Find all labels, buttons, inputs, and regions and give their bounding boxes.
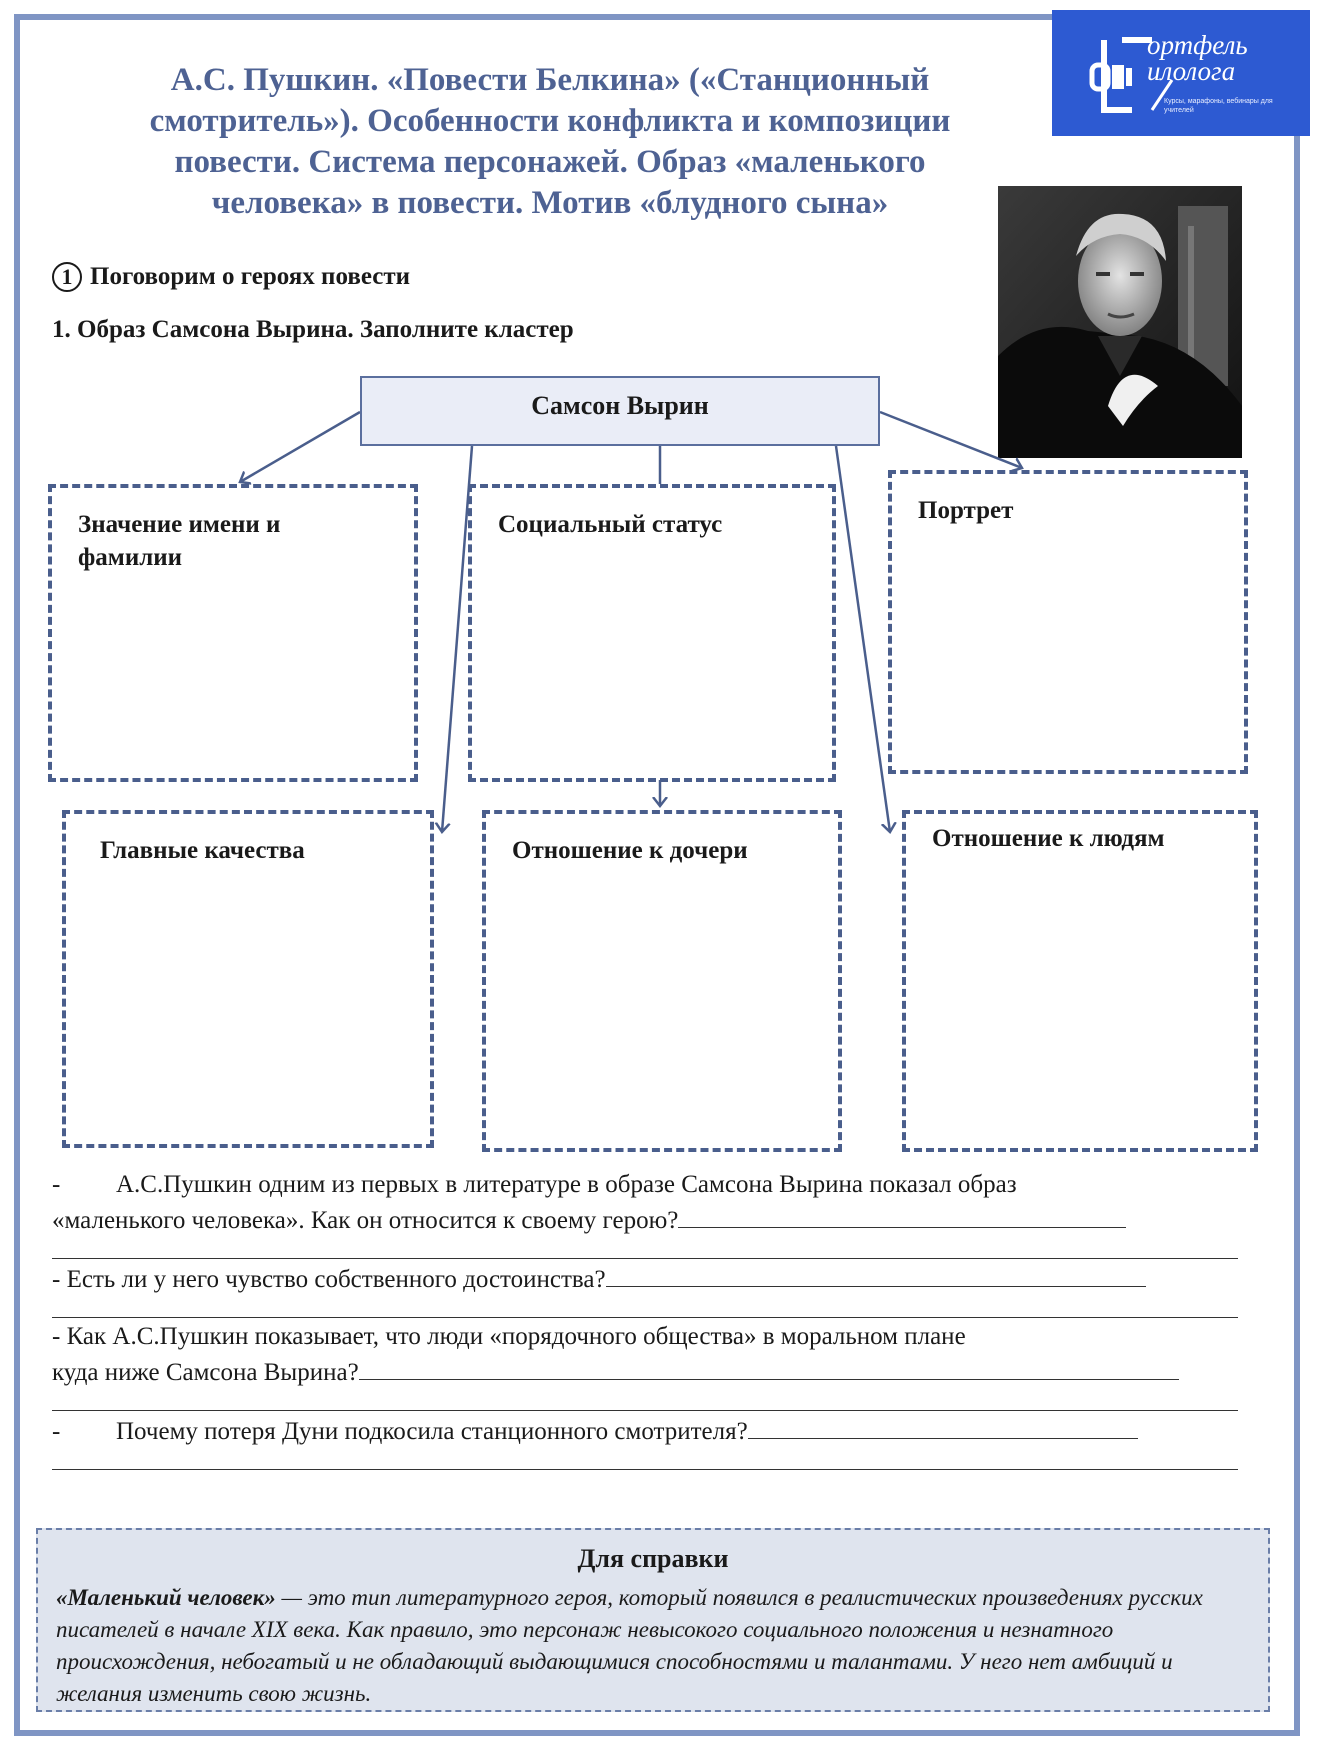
reference-note-body (56, 1582, 1250, 1710)
section-number-badge: 1 (52, 262, 82, 292)
cluster-box-portrait[interactable] (888, 470, 1248, 774)
logo-text-line: ортфель (1147, 30, 1248, 60)
dash-bullet: - (52, 1418, 61, 1445)
cluster-box-name-meaning[interactable] (48, 484, 418, 782)
question-text: - Есть ли у него чувство собственного достоинства? (52, 1266, 606, 1293)
cluster-box-attitude-daughter[interactable] (482, 810, 842, 1152)
cluster-box-label: Отношение к людям (932, 825, 1165, 852)
title-line: повести. Система персонажей. Образ «маленького (174, 144, 926, 180)
dash-bullet: - (52, 1171, 61, 1198)
answer-blank[interactable] (606, 1261, 1146, 1287)
answer-blank[interactable] (359, 1354, 1179, 1380)
cluster-box-label: Главные качества (100, 837, 305, 864)
question-text: куда ниже Самсона Вырина? (52, 1359, 359, 1386)
reference-definition: — это тип литературного героя, который появился в реалистических произведениях русских писателей в начале XIX века. Как правило, это персонаж невысокого социального положения и незнатного происхождения, небогатый и не обладающий выдающимися способностями и талантами. У него нет амбиций и желания изменить свою жизнь. (56, 1585, 1203, 1706)
question-line (52, 1261, 1238, 1295)
question-line (52, 1202, 1238, 1236)
question-line (52, 1168, 1238, 1202)
logo-text (1147, 32, 1248, 84)
title-line: человека» в повести. Мотив «блудного сына» (211, 185, 889, 221)
cluster-box-attitude-people[interactable] (902, 810, 1258, 1152)
question-line (52, 1320, 1238, 1354)
cluster-box-label: Социальный статус (498, 511, 723, 538)
page-title (80, 60, 1020, 224)
section-heading-text: Поговорим о героях повести (90, 263, 411, 290)
reference-term: «Маленький человек» (56, 1585, 276, 1610)
logo-text-line: илолога (1147, 56, 1236, 86)
portrait-photo-icon (998, 186, 1242, 458)
question-text: «маленького человека». Как он относится к своему герою? (52, 1207, 679, 1234)
cluster-box-social-status[interactable] (468, 484, 836, 782)
question-text: Почему потеря Дуни подкосила станционного смотрителя? (116, 1418, 748, 1445)
portfel-filologa-logo (1052, 10, 1310, 136)
title-line: смотритель»). Особенности конфликта и композиции (149, 103, 951, 139)
answer-blank[interactable] (678, 1202, 1126, 1228)
question-line (52, 1413, 1238, 1447)
section-heading (52, 262, 410, 292)
cluster-box-label: Отношение к дочери (512, 837, 748, 864)
question-text: - Как А.С.Пушкин показывает, что люди «порядочного общества» в моральном плане (52, 1323, 966, 1350)
cluster-box-label: Портрет (918, 497, 1014, 524)
portrait-photo (998, 186, 1242, 458)
question-line (52, 1354, 1238, 1388)
logo-subtitle: Курсы, марафоны, вебинары для учителей (1164, 98, 1273, 114)
question-text: А.С.Пушкин одним из первых в литературе в образе Самсона Вырина показал образ (116, 1171, 1017, 1198)
title-line: А.С. Пушкин. «Повести Белкина» («Станционный (170, 62, 930, 98)
task-instruction: 1. Образ Самсона Вырина. Заполните кластер (52, 316, 574, 343)
answer-blank[interactable] (748, 1413, 1138, 1439)
cluster-box-main-qualities[interactable] (62, 810, 434, 1148)
reference-note (36, 1528, 1270, 1712)
cluster-box-label: Значение имени и фамилии (78, 511, 281, 571)
cluster-center-box: Самсон Вырин (360, 376, 880, 446)
questions-block (52, 1168, 1238, 1472)
reference-note-title: Для справки (577, 1544, 729, 1573)
